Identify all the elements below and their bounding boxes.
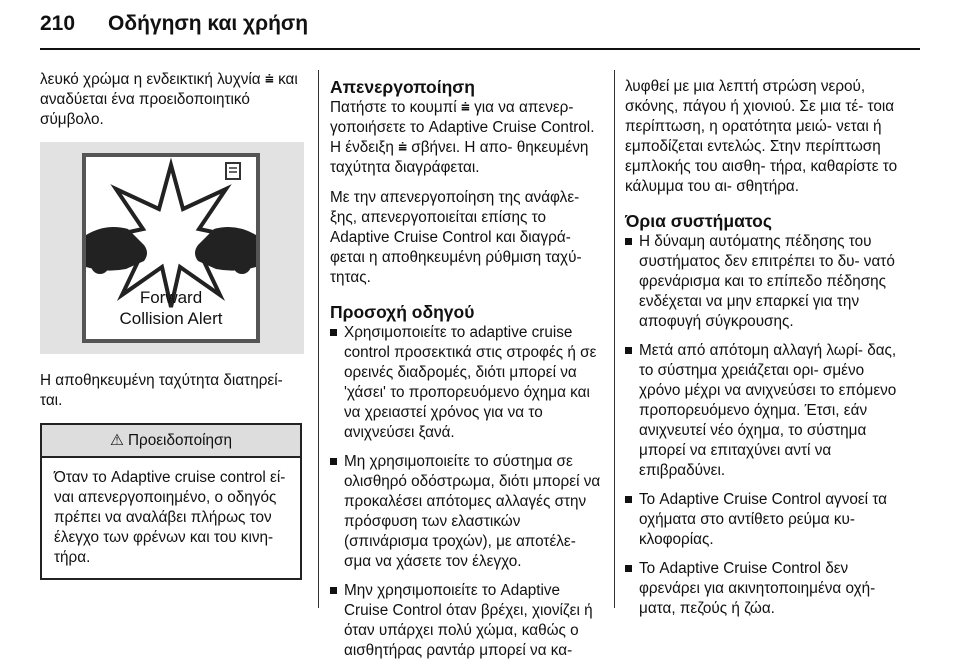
heading-driver-caution: Προσοχή οδηγού (330, 302, 475, 322)
page-section-title: Οδήγηση και χρήση (108, 12, 309, 35)
page-header (40, 12, 308, 36)
header-rule (40, 48, 920, 50)
bullet-square-icon (625, 565, 632, 572)
figure-caption-line-1: Forward (139, 288, 203, 307)
collision-alert-sign (82, 153, 260, 343)
list-item-text: Μην χρησιμοποιείτε το Adaptive Cruise Control όταν βρέχει, χιονίζει ή όταν υπάρχει πολύ χώμα, καθώς ο αισθητήρας ραντάρ μπορεί να κα- (344, 582, 593, 659)
warning-title: Προειδοποίηση (127, 432, 232, 449)
list-item-text: Το Adaptive Cruise Control αγνοεί τα οχήματα στο αντίθετο ρεύμα κυ- κλοφορίας. (639, 491, 887, 548)
intro-text: λευκό χρώμα η ενδεικτική λυχνία ⩧ και αναδύεται ένα προειδοποιητικό σύμβολο. (40, 71, 298, 128)
figure-caption-line-2: Collision Alert (119, 309, 223, 328)
bullet-square-icon (330, 329, 337, 336)
list-item-text: Η δύναμη αυτόματης πέδησης του συστήματος δεν επιτρέπει το δυ- νατό φρενάρισμα και το επίπεδο πέδησης ενδέχεται να μην επαρκεί για την αποφυγή σύγκρουσης. (639, 233, 895, 330)
list-item-text: Μετά από απότομη αλλαγή λωρί- δας, το σύστημα χρειάζεται ορι- σμένο χρόνο μέχρι να ανιχνεύσει το επόμενο προπορευόμενο όχημα. Έτσι, εάν ανιχνευτεί νέο όχημα, το σύστημα μπορεί να επιταχύνει αντί να επιβραδύνει. (639, 342, 897, 479)
bullet-square-icon (330, 458, 337, 465)
bullet-square-icon (625, 238, 632, 245)
list-item (625, 559, 900, 619)
list-item (330, 452, 602, 572)
column-divider-1 (318, 70, 319, 608)
sensor-cover-text: λυφθεί με μια λεπτή στρώση νερού, σκόνης, πάγου ή χιονιού. Σε μια τέ- τοια περίπτωση, η ορατότητα μειώ- νεται ή εμποδίζεται εντελώς. Στην περίπτωση εμπλοκής του αισθη- τήρα, καθαρίστε το κάλυμμα του αι- σθητήρα. (625, 78, 898, 195)
bullet-square-icon (625, 347, 632, 354)
list-item (330, 581, 602, 661)
list-item-text: Χρησιμοποιείτε το adaptive cruise control προσεκτικά στις στροφές ή σε ορεινές διαδρομές, διότι μπορεί να 'χάσει' το προπορευόμενο όχημα και να χρειαστεί χρόνος για να το ανιχνεύσει ξανά. (344, 324, 597, 441)
column-divider-2 (614, 70, 615, 608)
warning-text: Όταν το Adaptive cruise control εί- ναι απενεργοποιημένο, ο οδηγός πρέπει να αναλάβει πλήρως τον έλεγχο των φρένων και του κινη- τήρα. (54, 469, 286, 566)
list-item-text: Το Adaptive Cruise Control δεν φρενάρει για ακινητοποιημένα οχή- ματα, πεζούς ή ζώα. (639, 560, 876, 617)
speed-retained-text: Η αποθηκευμένη ταχύτητα διατηρεί- ται. (40, 372, 283, 409)
ignition-off-text: Με την απενεργοποίηση της ανάφλε- ξης, απενεργοποιείται επίσης το Adaptive Cruise Control και διαγρά- φεται η αποθηκευμένη ρύθμιση ταχύ- τητας. (330, 189, 582, 286)
limits-list (625, 232, 900, 619)
column-3 (625, 77, 900, 628)
page-number: 210 (40, 12, 76, 35)
warning-box (40, 423, 302, 580)
heading-system-limits: Όρια συστήματος (625, 211, 772, 231)
bullet-square-icon (330, 587, 337, 594)
list-item (625, 341, 900, 481)
caution-list (330, 323, 602, 661)
list-item (625, 232, 900, 332)
heading-deactivation: Απενεργοποίηση (330, 77, 475, 97)
forward-collision-alert-figure (40, 142, 304, 354)
list-item (330, 323, 602, 443)
list-item (625, 490, 900, 550)
list-item-text: Μη χρησιμοποιείτε το σύστημα σε ολισθηρό οδόστρωμα, διότι μπορεί να προκαλέσει απότομες αλλαγές στην πρόσφυση των ελαστικών (σπινάρισμα τροχών), με αποτέλε- σμα να χάσετε τον έλεγχο. (344, 453, 601, 570)
warning-header (42, 425, 300, 458)
column-2 (330, 77, 602, 670)
column-1 (40, 70, 308, 580)
warning-triangle-icon: ⚠ (110, 432, 124, 449)
deactivation-text: Πατήστε το κουμπί ⩧ για να απενερ- γοποιήσετε το Adaptive Cruise Control. Η ένδειξη ⩧ σβήνει. Η απο- θηκευμένη ταχύτητα διαγράφεται. (330, 99, 595, 176)
bullet-square-icon (625, 496, 632, 503)
